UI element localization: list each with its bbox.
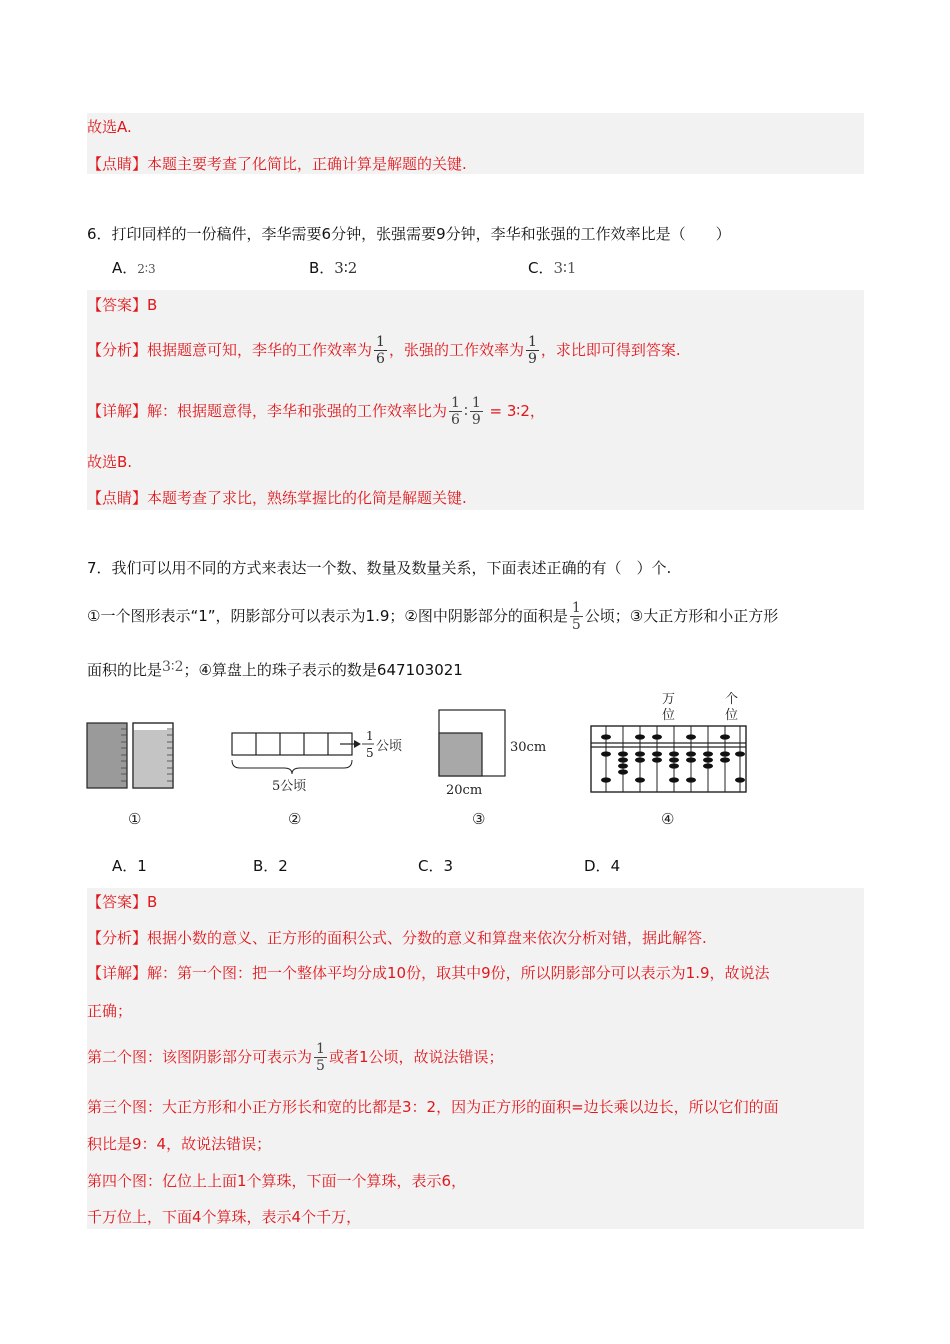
figure-2 xyxy=(232,729,402,794)
q6-option-a xyxy=(112,258,156,279)
q7-detail-2: 正确； xyxy=(87,1002,133,1020)
detail-tag: 【详解】 xyxy=(87,402,148,420)
q6-answer xyxy=(87,295,157,315)
detail-tag: 【详解】 xyxy=(87,964,148,982)
option-value: 3∶1 xyxy=(553,259,577,277)
fig-label-3: ③ xyxy=(472,810,486,828)
q5-conclusion: 故选A. xyxy=(87,118,132,136)
q7-option-b xyxy=(253,856,288,876)
fig3-big-side: 30cm xyxy=(510,740,547,755)
detail-text-1: 解：根据题意得，李华和张强的工作效率比为 xyxy=(147,402,448,420)
q7-line-2-text-1: ①一个图形表示“1”，阴影部分可以表示为1.9；②图中阴影部分的面积是 xyxy=(87,607,568,625)
option-letter: B． xyxy=(253,857,279,875)
fraction-one-sixth xyxy=(374,334,387,367)
q7-option-d xyxy=(584,856,620,876)
answer-value: B xyxy=(147,893,158,911)
q6-option-b xyxy=(309,258,357,278)
analysis-text-2: ，张强的工作效率为 xyxy=(388,341,524,359)
detail-text-1: 第二个图：该图阴影部分可表示为 xyxy=(87,1048,313,1066)
answer-tag: 【答案】 xyxy=(87,893,148,911)
q7-ratio: 3∶2 xyxy=(162,659,184,675)
option-letter: C． xyxy=(418,857,444,875)
analysis-text-1: 根据题意可知，李华的工作效率为 xyxy=(147,341,373,359)
q7-option-a xyxy=(112,856,147,876)
q6-detail xyxy=(87,391,545,431)
q7-line-3-text-1: 面积的比是 xyxy=(87,661,163,679)
q7-figures xyxy=(0,688,950,838)
fig4-ge-2: 位 xyxy=(725,708,739,723)
q6-option-c xyxy=(528,258,576,278)
ratio-colon: ∶ xyxy=(463,402,468,420)
fig2-unit: 公顷 xyxy=(376,739,403,754)
figure-4 xyxy=(591,692,746,792)
comment-text: 本题主要考查了化简比，正确计算是解题的关键. xyxy=(147,155,467,173)
frac-num: 1 xyxy=(451,395,460,411)
q7-option-c xyxy=(418,856,453,876)
frac-num: 1 xyxy=(316,1041,325,1057)
option-value: 2 xyxy=(278,857,288,875)
fig4-wan-1: 万 xyxy=(662,692,676,707)
fraction-one-fifth xyxy=(314,1041,327,1074)
comment-tag: 【点睛】 xyxy=(87,155,148,173)
fraction-one-fifth xyxy=(570,600,583,633)
q6-comment xyxy=(87,488,467,508)
detail-text: 解：第一个图：把一个整体平均分成10份，取其中9份，所以阴影部分可以表示为1.9，故说法 xyxy=(147,964,770,982)
q7-detail-1 xyxy=(87,963,770,983)
option-letter: B． xyxy=(309,259,335,277)
q7-detail-4: 第三个图：大正方形和小正方形长和宽的比都是3：2，因为正方形的面积=边长乘以边长，所以它们的面 xyxy=(87,1098,779,1116)
analysis-tag: 【分析】 xyxy=(87,929,148,947)
q7-line-2-text-2: 公顷；③大正方形和小正方形 xyxy=(584,607,779,625)
fig-label-1: ① xyxy=(128,810,142,828)
fig-label-2: ② xyxy=(288,810,302,828)
figure-1 xyxy=(87,723,173,788)
frac-den: 5 xyxy=(571,617,581,633)
fraction-one-ninth xyxy=(470,395,483,428)
comment-tag: 【点睛】 xyxy=(87,489,148,507)
frac-num: 1 xyxy=(571,600,581,616)
q6-stem: 6．打印同样的一份稿件，李华需要6分钟，张强需要9分钟，李华和张强的工作效率比是（ ） xyxy=(87,225,731,243)
frac-num: 1 xyxy=(471,395,481,411)
q7-stem: 7．我们可以用不同的方式来表达一个数、数量及数量关系，下面表述正确的有（ ）个. xyxy=(87,559,672,577)
fraction-one-sixth xyxy=(449,395,462,428)
q7-detail-3 xyxy=(87,1037,503,1077)
q5-comment xyxy=(87,154,467,174)
frac-den: 5 xyxy=(316,1058,325,1074)
fig2-frac-num: 1 xyxy=(366,729,374,743)
frac-num: 1 xyxy=(376,334,385,350)
frac-den: 6 xyxy=(376,351,385,367)
option-value: 3∶2 xyxy=(334,259,358,277)
fig4-wan-2: 位 xyxy=(662,708,676,723)
fraction-one-ninth xyxy=(526,334,539,367)
fig2-total: 5公顷 xyxy=(272,779,307,794)
figure-3 xyxy=(439,710,546,798)
option-letter: A． xyxy=(112,259,138,277)
option-letter: D． xyxy=(584,857,611,875)
option-value: 2∶3 xyxy=(137,262,156,276)
q7-line-3-text-2: ；④算盘上的珠子表示的数是647103021 xyxy=(183,661,463,679)
answer-tag: 【答案】 xyxy=(87,296,148,314)
detail-text-2: = 3∶2， xyxy=(484,402,545,420)
q7-detail-6: 第四个图：亿位上上面1个算珠，下面一个算珠，表示6， xyxy=(87,1172,467,1190)
fig2-frac-den: 5 xyxy=(366,746,374,760)
fig3-small-side: 20cm xyxy=(446,783,483,798)
frac-den: 6 xyxy=(451,412,460,428)
q7-answer xyxy=(87,892,157,912)
frac-den: 9 xyxy=(471,412,481,428)
option-value: 1 xyxy=(137,857,147,875)
frac-num: 1 xyxy=(527,334,537,350)
q6-conclusion: 故选B. xyxy=(87,453,133,471)
q7-line-3 xyxy=(87,657,463,680)
frac-den: 9 xyxy=(527,351,537,367)
answer-value: B xyxy=(147,296,158,314)
option-value: 3 xyxy=(443,857,454,875)
fig4-ge-1: 个 xyxy=(725,692,739,707)
analysis-text: 根据小数的意义、正方形的面积公式、分数的意义和算盘来依次分析对错，据此解答. xyxy=(147,929,707,947)
option-value: 4 xyxy=(610,857,621,875)
q7-detail-7: 千万位上，下面4个算珠，表示4个千万， xyxy=(87,1208,362,1226)
q7-detail-5: 积比是9：4，故说法错误； xyxy=(87,1135,272,1153)
option-letter: A． xyxy=(112,857,138,875)
analysis-tag: 【分析】 xyxy=(87,341,148,359)
fig-label-4: ④ xyxy=(661,810,675,828)
q6-analysis xyxy=(87,330,681,370)
detail-text-2: 或者1公顷，故说法错误； xyxy=(328,1048,504,1066)
q7-line-2 xyxy=(87,596,778,636)
q7-analysis xyxy=(87,928,707,948)
analysis-text-3: ，求比即可得到答案. xyxy=(540,341,681,359)
comment-text: 本题考查了求比，熟练掌握比的化简是解题关键. xyxy=(147,489,467,507)
option-letter: C． xyxy=(528,259,554,277)
